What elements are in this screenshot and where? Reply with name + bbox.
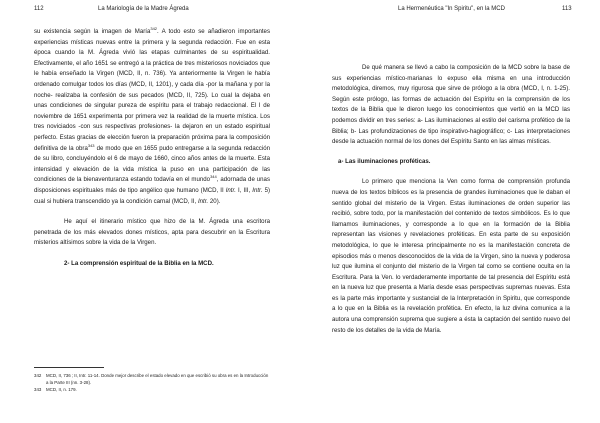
footnote-343: 343 MCD, II, n. 179. xyxy=(34,387,77,392)
footnote-ref-343[interactable]: 343 xyxy=(87,142,95,148)
left-section-heading: 2- La comprensión espiritual de la Biblia en la MCD. xyxy=(64,259,214,267)
left-body-text xyxy=(34,27,270,269)
right-section-heading: a- Las iluminaciones proféticas. xyxy=(338,157,431,165)
right-running-title: La Hermenéutica "In Spiritu", en la MCD xyxy=(398,6,505,12)
left-page-number: 112 xyxy=(34,6,44,12)
right-page xyxy=(300,0,600,423)
left-paragraph-2: He aquí el itinerario místico que hizo de la M. Ágreda una escritora penetrada de los más elevados dones místicos, apta para descubrir en la Escritura misterios altísimos sobre la vida de la Virgen. xyxy=(34,218,270,247)
left-running-title: La Mariología de la Madre Ágreda xyxy=(98,6,189,12)
footnotes xyxy=(34,372,270,393)
footnote-342: 342 MCD, II, 736 ; II, Intr. 11-14. Donde mejor describe el estado elevado en que escribió su obra es en la Introducción a la Parte III (nn. 3-28). xyxy=(34,373,269,385)
footnote-divider xyxy=(34,367,104,368)
right-page-number: 113 xyxy=(562,6,572,12)
footnote-ref-342[interactable]: 342 xyxy=(150,26,158,31)
right-body-text xyxy=(332,63,570,336)
footnote-ref-344[interactable]: 344 xyxy=(210,174,217,180)
left-paragraph-1: su existencia según la imagen de María$^{342}$. A todo esto se añadieron importantes experiencias místicas nuevas entre la primera y la segunda redacción. Fue en esta época cuando la M. Ágreda vivió las etapas culminantes de su espiritualidad. Efectivamente, el año 1651 se entregó a la práctica de tres misteriosos noviciados que le había enseñado la Virgen (MCD, II, n. 736). Ya anteriormente la Virgen le había ordenado comulgar todos los días (MCD, II, 1201), y cada día -por la mañana y por la noche- realizaba la confesión de sus pecados (MCD, II, 725). Lo cual la dejaba en unas condiciones de singular pureza de espíritu para el trabajo redaccional. El I de noviembre de 1651 experimenta por primera vez la realidad de la muerte mística. Los tres noviciados -con sus respectivas profesiones- la dejaron en un estado espiritual perfecto. Estas gracias de elección fueron la preparación próxima para la composición definitiva de la obra$^{343}$ de modo que en 1655 pudo entregarse a la segunda redacción de su libro, concluyéndolo el 6 de mayo de 1660, cinco años antes de la muerte. Esta intensidad y elevación de la vida mística la puso en una participación de las condiciones de la bienaventuranza estando todavía en el mundo$^{344}$, adornada de unas disposiciones espirituales más de tipo angélico que humano (MCD, II Intr. I, III, Intr. 5) cual si hubiera transcendido ya la condición carnal (MCD, II, Intr. 20). xyxy=(34,26,270,205)
right-paragraph-2: Lo primero que menciona la Ven como forma de comprensión profunda nueva de los textos bíblicos es la presencia de grandes iluminaciones que le daban el sentido global del misterio de la Virgen. Estas iluminaciones de orden superior las recibió, sobre todo, por la manifestación del contenido de textos simbólicos. Es lo que llamamos iluminaciones, y corresponde a lo que en la formación de la Biblia representan las visiones y revelaciones proféticas. En esta parte de su exposición metodológica, lo que le interesa principalmente no es la manifestación concreta de episodios más o menos desconocidos de la vida de la Virgen, sino la nueva y poderosa luz que ilumina el conjunto del misterio de la Virgen tal como se contiene oculta en la Escritura. Para la Ven. lo verdaderamente importante de tal presencia del Espíritu está en la nueva luz que presenta a María desde esas perspectivas supremas nuevas. Esta es la parte más importante y sustancial de la Interpretación in Spiritu, que corresponde a lo que en la Biblia es la revelación profética. En efecto, la luz divina comunica a la autora una comprensión suprema que sugiere a ésta la captación del sentido nuevo del resto de los detalles de la vida de María. xyxy=(332,178,570,334)
right-paragraph-1: De qué manera se llevó a cabo la composición de la MCD sobre la base de sus experiencias místico-marianas lo expuso ella misma en una introducción metodológica, diremos, muy rigurosa que sirve de prólogo a la obra (MCD, I, n. 1-25). Según este prólogo, las formas de actuación del Espíritu en la comprensión de los textos de la Biblia que le dieron luego los conocimientos que vertió en la MCD las podemos dividir en tres series: a- Las iluminaciones al estilo del carisma profético de la Biblia; b- Las profundizaciones de tipo inspirativo-hagiográfico; c- Las interpretaciones desde la actuación normal de los dones del Espíritu Santo en las almas místicas. xyxy=(332,64,570,146)
